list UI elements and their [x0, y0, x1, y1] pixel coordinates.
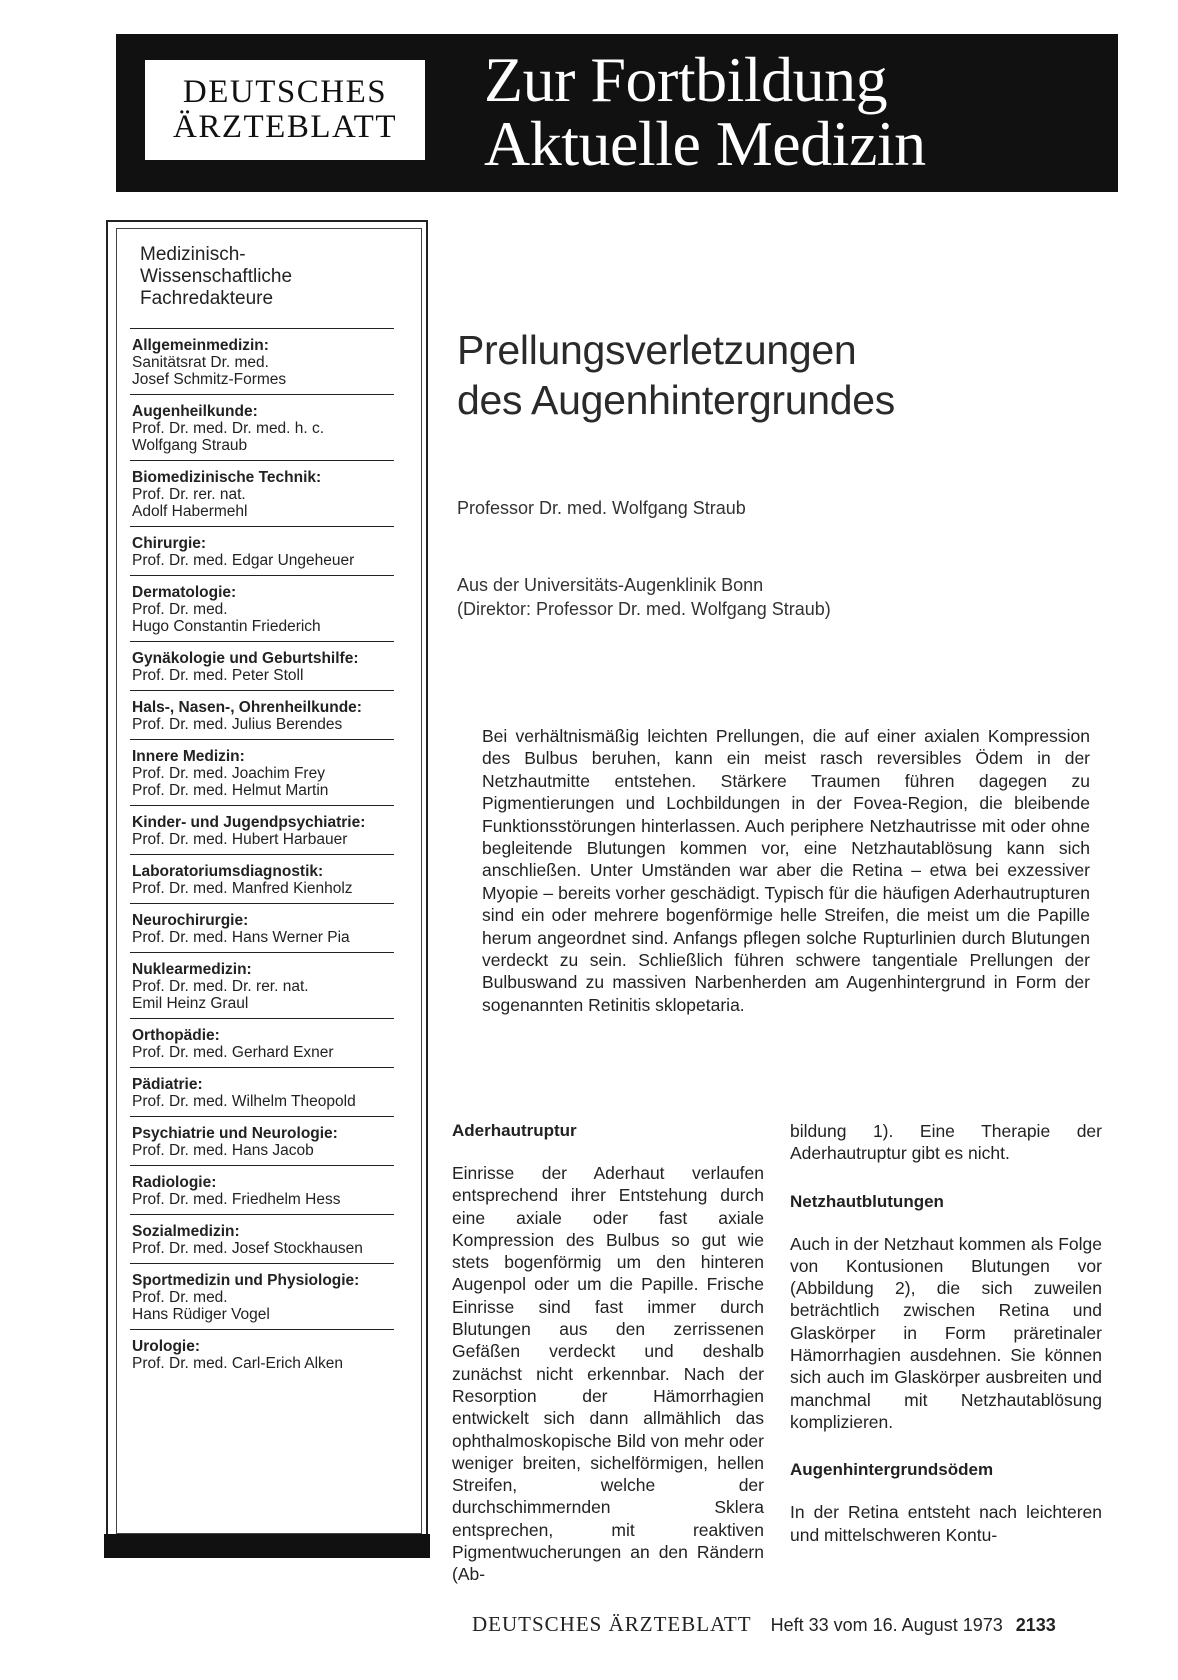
editor-name: Prof. Dr. med. Helmut Martin — [132, 782, 329, 799]
sidebar-heading-line: Wissenschaftliche — [140, 266, 293, 287]
editor-entry — [130, 739, 394, 805]
continuation-text: bildung 1). Eine Therapie der Aderhautruptur gibt es nicht. — [790, 1121, 1102, 1164]
editor-specialty: Psychiatrie und Neurologie: — [132, 1125, 338, 1142]
editors-list — [130, 328, 394, 1378]
editor-specialty: Nuklearmedizin: — [132, 961, 252, 978]
editor-name: Prof. Dr. med. Carl-Erich Alken — [132, 1355, 344, 1372]
editor-entry — [130, 575, 394, 641]
affiliation — [457, 573, 831, 621]
body-column-2 — [790, 1120, 1102, 1546]
editor-name: Prof. Dr. med. Julius Berendes — [132, 716, 343, 733]
editor-entry — [130, 903, 394, 952]
section-text-aderhautruptur: Einrisse der Aderhaut verlaufen entsprechend ihrer Entstehung durch eine axiale oder fast axiale Kompression des Bulbus so gut wie stets bogenförmig um den hinteren Augenpol oder um die Papille. Frische Einrisse sind fast immer durch Blutungen aus den zerrissenen Gefäßen verdeckt und deshalb zunächst nicht erkennbar. Nach der Resorption der Hämorrhagien entwickelt sich dann allmählich das ophthalmoskopische Bild von mehr oder weniger breiten, sichelförmigen, hellen Streifen, welche der durchschimmernden Sklera entsprechen, mit reaktiven Pigmentwucherungen an den Rändern (Ab- — [452, 1163, 764, 1585]
abstract: Bei verhältnismäßig leichten Prellungen, die auf einer axialen Kompression des Bulbus beruhen, kann ein meist rasch reversibles Ödem in der Netzhautmitte entstehen. Stärkere Traumen führen dagegen zu Pigmentierungen und Lochbildungen in der Fovea-Region, die bleibende Funktionsstörungen hinterlassen. Auch periphere Netzhautrisse mit oder ohne begleitende Blutungen kommen vor, eine Netzhautablösung kann sich anschließen. Unter Umständen war aber die Retina – etwa bei exzessiver Myopie – bereits vorher geschädigt. Typisch für die häufigen Aderhautrupturen sind ein oder mehrere bogenförmige helle Streifen, die meist um die Papille herum angeordnet sind. Anfangs pflegen solche Rupturlinien durch Blutungen verdeckt zu sein. Schließlich führen schwere tangentiale Prellungen der Bulbuswand zu massiven Narbenherden am Augenhintergrund in Form der sogenannten Retinitis sklopetaria. — [482, 726, 1090, 1015]
section-heading-aderhautruptur: Aderhautruptur — [452, 1121, 577, 1140]
editor-name: Josef Schmitz-Formes — [132, 371, 287, 388]
editor-specialty: Orthopädie: — [132, 1027, 220, 1044]
editor-specialty: Sportmedizin und Physiologie: — [132, 1272, 360, 1289]
editor-entry — [130, 1329, 394, 1378]
editor-name: Hans Rüdiger Vogel — [132, 1306, 270, 1323]
editor-name: Prof. Dr. med. Wilhelm Theopold — [132, 1093, 356, 1110]
page-number: 2133 — [1015, 1615, 1056, 1635]
section-text-netzhautblutungen: Auch in der Netzhaut kommen als Folge von Kontusionen Blutungen vor (Abbildung 2), die sich zuweilen beträchtlich zwischen Retina und Glaskörper in Form präretinaler Hämorrhagien ausdehnen. Sie können sich auch im Glaskörper ausbreiten und manchmal mit Netzhautablösung komplizieren. — [790, 1233, 1102, 1432]
sidebar-heading-line: Fachredakteure — [140, 288, 274, 309]
footer-journal: DEUTSCHES ÄRZTEBLATT — [472, 1612, 752, 1636]
editor-specialty: Kinder- und Jugendpsychiatrie: — [132, 814, 366, 831]
editor-name: Adolf Habermehl — [132, 503, 248, 520]
editor-entry — [130, 394, 394, 460]
section-heading-augenhintergrundsoedem: Augenhintergrundsödem — [790, 1460, 994, 1480]
editor-entry — [130, 854, 394, 903]
editor-entry — [130, 1165, 394, 1214]
editor-name: Prof. Dr. med. Friedhelm Hess — [132, 1191, 341, 1208]
sidebar-heading — [140, 244, 400, 310]
section-text-augenhintergrundsoedem: In der Retina entsteht nach leichteren und mittelschweren Kontu- — [790, 1502, 1102, 1545]
editor-entry — [130, 1214, 394, 1263]
editor-name: Hugo Constantin Friederich — [132, 618, 321, 635]
editor-name: Prof. Dr. med. Joachim Frey — [132, 765, 325, 782]
affiliation-line-1: Aus der Universitäts-Augenklinik Bonn — [457, 575, 764, 595]
editor-specialty: Innere Medizin: — [132, 748, 245, 765]
editor-entry — [130, 460, 394, 526]
editor-entry — [130, 641, 394, 690]
editor-entry — [130, 805, 394, 854]
editor-entry — [130, 1116, 394, 1165]
editor-name: Prof. Dr. med. Peter Stoll — [132, 667, 304, 684]
editor-specialty: Hals-, Nasen-, Ohrenheilkunde: — [132, 699, 362, 716]
journal-logo — [145, 60, 425, 160]
author: Professor Dr. med. Wolfgang Straub — [457, 498, 746, 518]
editor-name: Prof. Dr. med. Edgar Ungeheuer — [132, 552, 355, 569]
logo-line-1: DEUTSCHES — [182, 74, 388, 110]
sidebar-bottom-bar — [104, 1534, 430, 1558]
editor-name: Wolfgang Straub — [132, 437, 248, 454]
editor-specialty: Biomedizinische Technik: — [132, 469, 322, 486]
editor-specialty: Laboratoriumsdiagnostik: — [132, 863, 324, 880]
editor-specialty: Allgemeinmedizin: — [132, 337, 269, 354]
editor-name: Prof. Dr. med. Gerhard Exner — [132, 1044, 334, 1061]
page-footer — [472, 1612, 1056, 1637]
editor-name: Prof. Dr. med. Josef Stockhausen — [132, 1240, 363, 1257]
editor-name: Prof. Dr. med. — [132, 601, 228, 618]
section-title-line-1: Zur Fortbildung — [484, 44, 888, 115]
editor-specialty: Pädiatrie: — [132, 1076, 203, 1093]
editor-specialty: Radiologie: — [132, 1174, 217, 1191]
editor-entry — [130, 690, 394, 739]
editor-specialty: Augenheilkunde: — [132, 403, 258, 420]
article-title-line-2: des Augenhintergrundes — [457, 377, 895, 423]
editor-entry — [130, 328, 394, 394]
editor-specialty: Chirurgie: — [132, 535, 207, 552]
editor-name: Prof. Dr. med. Hans Jacob — [132, 1142, 314, 1159]
editor-name: Sanitätsrat Dr. med. — [132, 354, 269, 371]
editor-name: Prof. Dr. med. Dr. med. h. c. — [132, 420, 325, 437]
body-column-1 — [452, 1120, 764, 1586]
editor-specialty: Gynäkologie und Geburtshilfe: — [132, 650, 359, 667]
editor-specialty: Sozialmedizin: — [132, 1223, 240, 1240]
editor-name: Prof. Dr. med. Hubert Harbauer — [132, 831, 348, 848]
editors-sidebar — [106, 220, 428, 1556]
editor-specialty: Dermatologie: — [132, 584, 237, 601]
editor-entry — [130, 526, 394, 575]
editor-entry — [130, 1067, 394, 1116]
section-heading-netzhautblutungen: Netzhautblutungen — [790, 1191, 944, 1211]
editor-name: Prof. Dr. med. Manfred Kienholz — [132, 880, 353, 897]
article-title-line-1: Prellungsverletzungen — [457, 327, 857, 373]
editor-name: Prof. Dr. med. Dr. rer. nat. — [132, 978, 309, 995]
editor-entry — [130, 1018, 394, 1067]
editor-name: Prof. Dr. rer. nat. — [132, 486, 246, 503]
section-title-line-2: Aktuelle Medizin — [484, 108, 926, 179]
section-title — [484, 44, 1104, 179]
affiliation-line-2: (Direktor: Professor Dr. med. Wolfgang Straub) — [457, 599, 831, 619]
sidebar-heading-line: Medizinisch- — [140, 244, 246, 265]
footer-issue: Heft 33 vom 16. August 1973 — [770, 1615, 1003, 1635]
editor-name: Emil Heinz Graul — [132, 995, 249, 1012]
editor-name: Prof. Dr. med. — [132, 1289, 228, 1306]
editor-entry — [130, 952, 394, 1018]
article-title — [457, 325, 1077, 425]
editor-entry — [130, 1263, 394, 1329]
editor-name: Prof. Dr. med. Hans Werner Pia — [132, 929, 350, 946]
editor-specialty: Urologie: — [132, 1338, 201, 1355]
logo-line-2: ÄRZTEBLATT — [173, 109, 397, 145]
editor-specialty: Neurochirurgie: — [132, 912, 249, 929]
